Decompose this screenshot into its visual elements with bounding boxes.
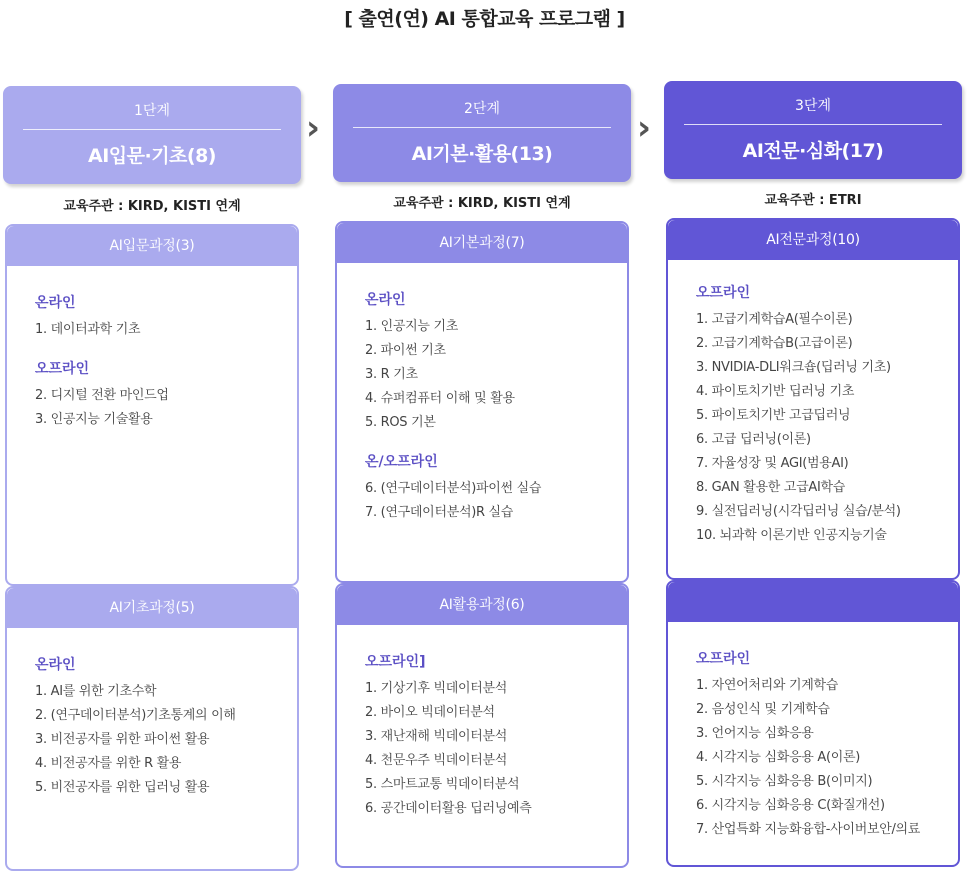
course-box-ai-intro xyxy=(5,224,299,586)
course-item: 10. 뇌과학 이론기반 인공지능기술 xyxy=(696,528,887,543)
section-title-hybrid: 온/오프라인 xyxy=(365,454,438,470)
stage-2-number: 2단계 xyxy=(464,101,500,117)
stage-1-organizer: 교육주관 : KIRD, KISTI 연계 xyxy=(63,199,241,214)
course-box-content xyxy=(668,622,958,842)
course-box-ai-application xyxy=(335,583,629,868)
course-item: 5. ROS 기본 xyxy=(365,415,436,430)
page-title: [ 출연(연) AI 통합교육 프로그램 ] xyxy=(344,8,625,30)
section-title-online: 온라인 xyxy=(35,295,76,311)
stage-3-number: 3단계 xyxy=(795,98,831,114)
course-item: 2. 파이썬 기초 xyxy=(365,343,446,358)
course-box-header xyxy=(668,582,958,622)
course-box-content xyxy=(668,260,958,548)
course-item: 2. 바이오 빅데이터분석 xyxy=(365,705,495,720)
course-item: 1. 고급기계학습A(필수이론) xyxy=(696,312,853,327)
course-item: 4. 시각지능 심화응용 A(이론) xyxy=(696,750,861,765)
course-item: 3. R 기초 xyxy=(365,367,418,382)
stage-1-name: AI입문·기초(8) xyxy=(88,145,216,167)
stage-3-name: AI전문·심화(17) xyxy=(742,140,884,162)
course-box-header: AI입문과정(3) xyxy=(7,226,297,266)
chevron-right-icon: › xyxy=(306,108,321,148)
course-item: 5. 파이토치기반 고급딥러닝 xyxy=(696,408,851,423)
section-title-online: 온라인 xyxy=(365,292,406,308)
stage-3-divider xyxy=(684,124,942,125)
course-box-content xyxy=(7,628,297,800)
course-item: 4. 슈퍼컴퓨터 이해 및 활용 xyxy=(365,391,515,406)
course-box-ai-basics xyxy=(5,586,299,871)
course-box-content xyxy=(7,266,297,432)
stage-1-divider xyxy=(23,129,281,130)
course-item: 6. 고급 딥러닝(이론) xyxy=(696,432,811,447)
course-item: 3. 재난재해 빅데이터분석 xyxy=(365,729,508,744)
stage-2-card xyxy=(333,84,631,182)
course-item: 6. (연구데이터분석)파이썬 실습 xyxy=(365,481,542,496)
stage-1-number: 1단계 xyxy=(134,103,170,119)
course-box-content xyxy=(337,625,627,821)
course-item: 6. 공간데이터활용 딥러닝예측 xyxy=(365,801,532,816)
section-title-offline: 오프라인 xyxy=(696,651,751,667)
course-item: 2. 음성인식 및 기계학습 xyxy=(696,702,830,717)
course-item: 4. 비전공자를 위한 R 활용 xyxy=(35,756,182,771)
course-item: 2. (연구데이터분석)기초통계의 이해 xyxy=(35,708,236,723)
section-title-offline: 오프라인 xyxy=(696,285,751,301)
stage-3-card xyxy=(664,81,962,179)
course-item: 5. 시각지능 심화응용 B(이미지) xyxy=(696,774,873,789)
section-title-offline: 오프라인 xyxy=(35,361,90,377)
course-item: 3. 언어지능 심화응용 xyxy=(696,726,814,741)
stage-2-name: AI기본·활용(13) xyxy=(411,143,553,165)
course-box-ai-advanced xyxy=(666,580,960,867)
course-box-ai-fundamental xyxy=(335,221,629,583)
course-item: 2. 고급기계학습B(고급이론) xyxy=(696,336,853,351)
course-item: 7. 자율성장 및 AGI(범용AI) xyxy=(696,456,849,471)
course-item: 1. 기상기후 빅데이터분석 xyxy=(365,681,508,696)
course-item: 7. 산업특화 지능화융합-사이버보안/의료 xyxy=(696,822,921,837)
section-title-online: 온라인 xyxy=(35,657,76,673)
stage-2-organizer: 교육주관 : KIRD, KISTI 연계 xyxy=(393,196,571,211)
course-item: 5. 비전공자를 위한 딥러닝 활용 xyxy=(35,780,210,795)
course-item: 2. 디지털 전환 마인드업 xyxy=(35,388,169,403)
course-item: 1. AI를 위한 기초수학 xyxy=(35,684,157,699)
course-item: 7. (연구데이터분석)R 실습 xyxy=(365,505,514,520)
course-item: 1. 자연어처리와 기계학습 xyxy=(696,678,839,693)
course-item: 3. NVIDIA-DLI워크숍(딥러닝 기초) xyxy=(696,360,891,375)
course-box-content xyxy=(337,263,627,525)
section-title-offline: 오프라인] xyxy=(365,654,426,670)
course-item: 1. 인공지능 기초 xyxy=(365,319,459,334)
stage-3-organizer: 교육주관 : ETRI xyxy=(764,193,862,208)
course-item: 8. GAN 활용한 고급AI학습 xyxy=(696,480,846,495)
course-item: 6. 시각지능 심화응용 C(화질개선) xyxy=(696,798,885,813)
stage-1-card xyxy=(3,86,301,184)
stage-2-divider xyxy=(353,127,611,128)
course-item: 1. 데이터과학 기초 xyxy=(35,322,141,337)
course-box-header: AI전문과정(10) xyxy=(668,220,958,260)
course-item: 4. 파이토치기반 딥러닝 기초 xyxy=(696,384,855,399)
chevron-right-icon: › xyxy=(637,108,652,148)
course-box-header: AI기초과정(5) xyxy=(7,588,297,628)
course-item: 3. 인공지능 기술활용 xyxy=(35,412,153,427)
course-box-header: AI활용과정(6) xyxy=(337,585,627,625)
course-box-ai-expert xyxy=(666,218,960,580)
course-item: 3. 비전공자를 위한 파이썬 활용 xyxy=(35,732,210,747)
course-item: 5. 스마트교통 빅데이터분석 xyxy=(365,777,520,792)
course-box-header: AI기본과정(7) xyxy=(337,223,627,263)
course-item: 9. 실전딥러닝(시각딥러닝 실습/분석) xyxy=(696,504,901,519)
course-item: 4. 천문우주 빅데이터분석 xyxy=(365,753,508,768)
